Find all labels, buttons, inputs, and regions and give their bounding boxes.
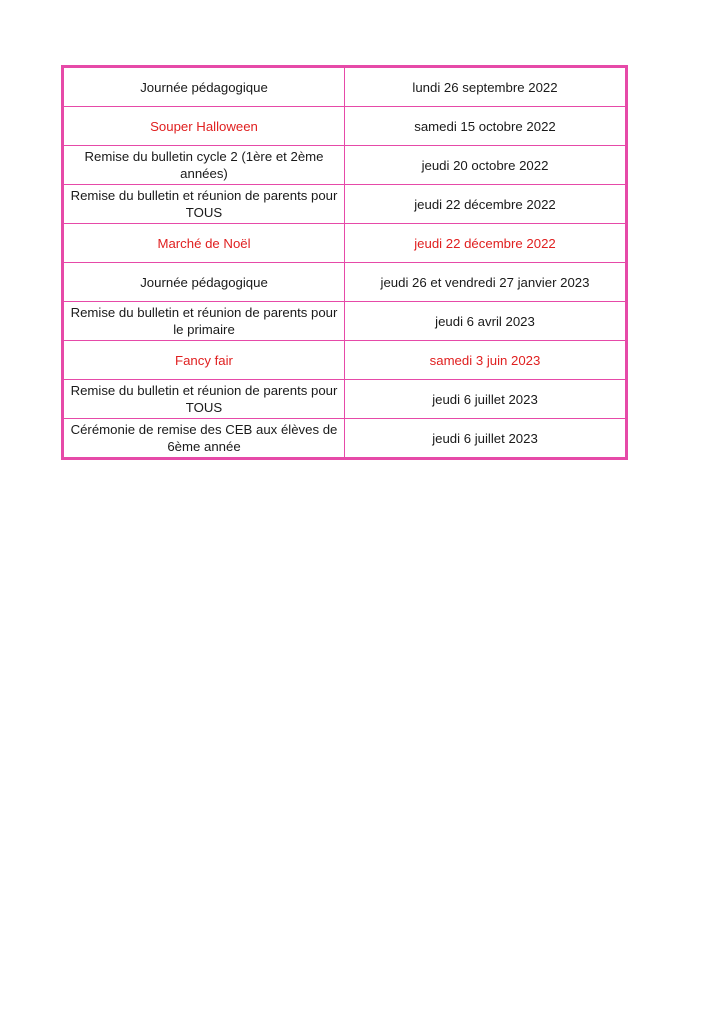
calendar-rows: [63, 67, 627, 459]
table-row: [63, 341, 627, 380]
date-cell: lundi 26 septembre 2022: [345, 67, 627, 107]
date-cell: jeudi 26 et vendredi 27 janvier 2023: [345, 263, 627, 302]
table-row: [63, 380, 627, 419]
date-cell: jeudi 6 avril 2023: [345, 302, 627, 341]
table-row: [63, 419, 627, 459]
event-cell: Journée pédagogique: [63, 67, 345, 107]
event-cell: Souper Halloween: [63, 107, 345, 146]
date-cell: jeudi 6 juillet 2023: [345, 380, 627, 419]
event-cell: Remise du bulletin et réunion de parents pour le primaire: [63, 302, 345, 341]
event-cell: Remise du bulletin cycle 2 (1ère et 2ème années): [63, 146, 345, 185]
table-row: [63, 67, 627, 107]
table-row: [63, 146, 627, 185]
date-cell: samedi 15 octobre 2022: [345, 107, 627, 146]
event-cell: Remise du bulletin et réunion de parents pour TOUS: [63, 380, 345, 419]
table-row: [63, 107, 627, 146]
school-calendar-table: [61, 65, 628, 460]
table-row: [63, 263, 627, 302]
date-cell: jeudi 20 octobre 2022: [345, 146, 627, 185]
table-row: [63, 185, 627, 224]
table-row: [63, 302, 627, 341]
date-cell: jeudi 22 décembre 2022: [345, 224, 627, 263]
table-row: [63, 224, 627, 263]
event-cell: Fancy fair: [63, 341, 345, 380]
event-cell: Marché de Noël: [63, 224, 345, 263]
event-cell: Remise du bulletin et réunion de parents pour TOUS: [63, 185, 345, 224]
date-cell: jeudi 22 décembre 2022: [345, 185, 627, 224]
date-cell: jeudi 6 juillet 2023: [345, 419, 627, 459]
date-cell: samedi 3 juin 2023: [345, 341, 627, 380]
event-cell: Cérémonie de remise des CEB aux élèves de 6ème année: [63, 419, 345, 459]
event-cell: Journée pédagogique: [63, 263, 345, 302]
